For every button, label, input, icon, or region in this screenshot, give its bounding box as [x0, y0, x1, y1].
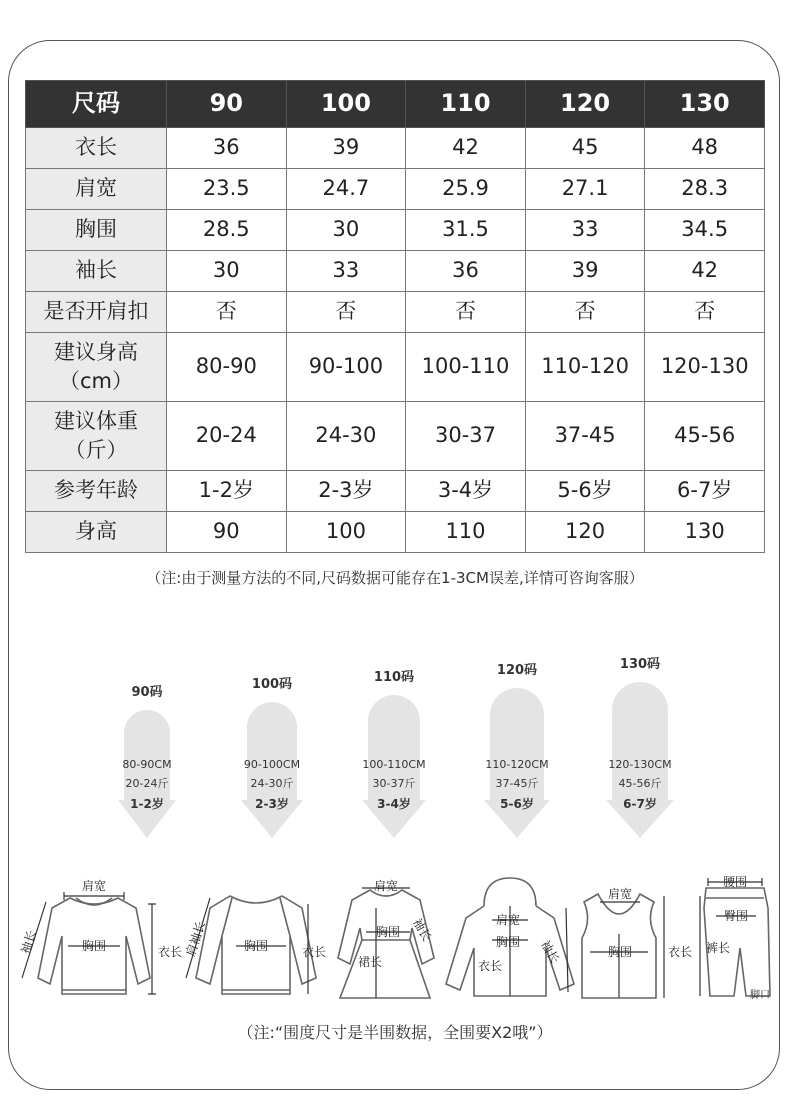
- table-row: [26, 292, 765, 333]
- row-label-line: 是否开肩扣: [43, 299, 149, 324]
- row-label: [26, 128, 167, 169]
- size-guide-height: 100-110CM: [362, 758, 426, 771]
- table-cell: 1-2岁: [167, 471, 287, 512]
- size-guide-item: [241, 677, 303, 838]
- table-cell: 30: [286, 210, 406, 251]
- table-cell: 120-130: [645, 333, 765, 402]
- row-label-line: 肩宽: [75, 176, 117, 201]
- table-cell: 48: [645, 128, 765, 169]
- size-guide-title: 130码: [619, 657, 661, 672]
- table-row: [26, 471, 765, 512]
- size-guide-title: 110码: [373, 670, 415, 685]
- raglan-shoulder-sleeve-label: 肩袖长: [183, 919, 208, 959]
- row-label: [26, 512, 167, 553]
- table-header-row: [26, 81, 765, 128]
- sweater-sleeve-label: 袖长: [18, 928, 39, 956]
- size-guide-height: 120-130CM: [608, 758, 672, 771]
- pants-waist-label: 腰围: [722, 875, 748, 889]
- pants-length-label: 裤长: [706, 941, 731, 955]
- table-cell: 42: [406, 128, 526, 169]
- pants-leg-opening-label: 脚口: [750, 990, 770, 1001]
- row-label: [26, 292, 167, 333]
- hoodie-shoulder-label: 肩宽: [495, 913, 521, 927]
- table-cell: 2-3岁: [286, 471, 406, 512]
- size-guide-title: 90码: [131, 685, 163, 700]
- dress-diagram: [338, 890, 434, 998]
- table-cell: 28.3: [645, 169, 765, 210]
- table-cell: 130: [645, 512, 765, 553]
- size-guide-age: 1-2岁: [130, 797, 164, 811]
- size-guide-item: [362, 670, 426, 838]
- garment-diagrams: [0, 868, 790, 1018]
- size-guide-weight: 24-30斤: [250, 777, 294, 790]
- hoodie-chest-label: 胸围: [495, 935, 521, 949]
- row-label: [26, 471, 167, 512]
- table-row: [26, 210, 765, 251]
- table-cell: 39: [286, 128, 406, 169]
- table-cell: 120: [525, 512, 645, 553]
- row-label: [26, 251, 167, 292]
- table-row: [26, 128, 765, 169]
- size-table: [25, 80, 765, 553]
- size-guide-chart: [0, 650, 790, 850]
- dress-shoulder-label: 肩宽: [373, 879, 399, 893]
- size-guide-height: 110-120CM: [485, 758, 549, 771]
- measurement-note: （注:由于测量方法的不同,尺码数据可能存在1-3CM误差,详情可咨询客服）: [146, 569, 644, 587]
- header-size-90: 90: [167, 81, 287, 128]
- size-guide-title: 100码: [251, 677, 293, 692]
- size-guide-weight: 37-45斤: [495, 777, 539, 790]
- row-label: [26, 169, 167, 210]
- header-size-120: 120: [525, 81, 645, 128]
- girth-note: （注:“围度尺寸是半围数据，全围要X2哦”）: [237, 1023, 553, 1042]
- row-label-line: 建议身高: [54, 339, 138, 364]
- table-cell: 否: [167, 292, 287, 333]
- table-cell: 100-110: [406, 333, 526, 402]
- hoodie-sleeve-label: 袖长: [537, 937, 562, 966]
- row-label: [26, 402, 167, 471]
- table-row: [26, 333, 765, 402]
- size-guide-item: [118, 685, 176, 838]
- size-guide-weight: 20-24斤: [125, 777, 169, 790]
- table-cell: 90: [167, 512, 287, 553]
- table-cell: 否: [286, 292, 406, 333]
- table-row: [26, 251, 765, 292]
- table-cell: 36: [406, 251, 526, 292]
- table-cell: 25.9: [406, 169, 526, 210]
- row-label-line: 袖长: [75, 258, 117, 283]
- dress-sleeve-label: 袖长: [409, 915, 434, 944]
- table-cell: 110-120: [525, 333, 645, 402]
- table-cell: 80-90: [167, 333, 287, 402]
- sweater-chest-label: 胸围: [81, 939, 107, 953]
- table-cell: 否: [406, 292, 526, 333]
- row-label-line: （斤）: [64, 438, 128, 462]
- row-label: [26, 333, 167, 402]
- table-cell: 23.5: [167, 169, 287, 210]
- table-cell: 37-45: [525, 402, 645, 471]
- row-label-line: （cm）: [58, 369, 133, 393]
- table-cell: 3-4岁: [406, 471, 526, 512]
- table-row: [26, 169, 765, 210]
- header-size-130: 130: [645, 81, 765, 128]
- table-cell: 110: [406, 512, 526, 553]
- size-guide-age: 3-4岁: [377, 797, 411, 811]
- table-cell: 33: [525, 210, 645, 251]
- table-cell: 24.7: [286, 169, 406, 210]
- sweater-shoulder-label: 肩宽: [81, 879, 107, 893]
- table-cell: 24-30: [286, 402, 406, 471]
- table-cell: 42: [645, 251, 765, 292]
- size-guide-weight: 45-56斤: [618, 777, 662, 790]
- raglan-length-label: 衣长: [302, 945, 327, 959]
- table-cell: 6-7岁: [645, 471, 765, 512]
- table-cell: 100: [286, 512, 406, 553]
- table-cell: 20-24: [167, 402, 287, 471]
- table-row: [26, 512, 765, 553]
- size-guide-age: 6-7岁: [623, 797, 657, 811]
- row-label-line: 参考年龄: [54, 478, 138, 503]
- table-cell: 31.5: [406, 210, 526, 251]
- table-cell: 5-6岁: [525, 471, 645, 512]
- table-row: [26, 402, 765, 471]
- size-guide-shape: [118, 710, 176, 838]
- sweater-length-label: 衣长: [158, 945, 183, 959]
- size-guide-height: 80-90CM: [122, 758, 172, 771]
- hoodie-length-label: 衣长: [478, 959, 503, 973]
- row-label-line: 衣长: [75, 135, 117, 160]
- raglan-chest-label: 胸围: [243, 939, 269, 953]
- row-label: [26, 210, 167, 251]
- table-cell: 28.5: [167, 210, 287, 251]
- size-guide-weight: 30-37斤: [372, 777, 416, 790]
- table-cell: 39: [525, 251, 645, 292]
- header-size-100: 100: [286, 81, 406, 128]
- size-guide-item: [606, 657, 674, 838]
- vest-length-label: 衣长: [668, 945, 693, 959]
- table-cell: 45-56: [645, 402, 765, 471]
- table-cell: 36: [167, 128, 287, 169]
- vest-chest-label: 胸围: [607, 945, 633, 959]
- dress-chest-label: 胸围: [375, 925, 401, 939]
- table-cell: 90-100: [286, 333, 406, 402]
- pants-hip-label: 臀围: [723, 909, 749, 923]
- size-guide-title: 120码: [496, 663, 538, 678]
- dress-skirt-length-label: 裙长: [358, 955, 383, 969]
- row-label-line: 胸围: [75, 217, 117, 242]
- table-cell: 45: [525, 128, 645, 169]
- table-cell: 27.1: [525, 169, 645, 210]
- header-size-label: 尺码: [26, 81, 167, 128]
- size-guide-age: 5-6岁: [500, 797, 534, 811]
- table-cell: 否: [645, 292, 765, 333]
- table-cell: 34.5: [645, 210, 765, 251]
- row-label-line: 身高: [75, 519, 117, 544]
- size-guide-item: [484, 663, 550, 838]
- table-cell: 30-37: [406, 402, 526, 471]
- header-size-110: 110: [406, 81, 526, 128]
- table-cell: 33: [286, 251, 406, 292]
- row-label-line: 建议体重: [54, 408, 138, 433]
- table-cell: 30: [167, 251, 287, 292]
- vest-shoulder-label: 肩宽: [607, 887, 633, 901]
- size-guide-age: 2-3岁: [255, 797, 289, 811]
- size-guide-height: 90-100CM: [243, 758, 301, 771]
- table-cell: 否: [525, 292, 645, 333]
